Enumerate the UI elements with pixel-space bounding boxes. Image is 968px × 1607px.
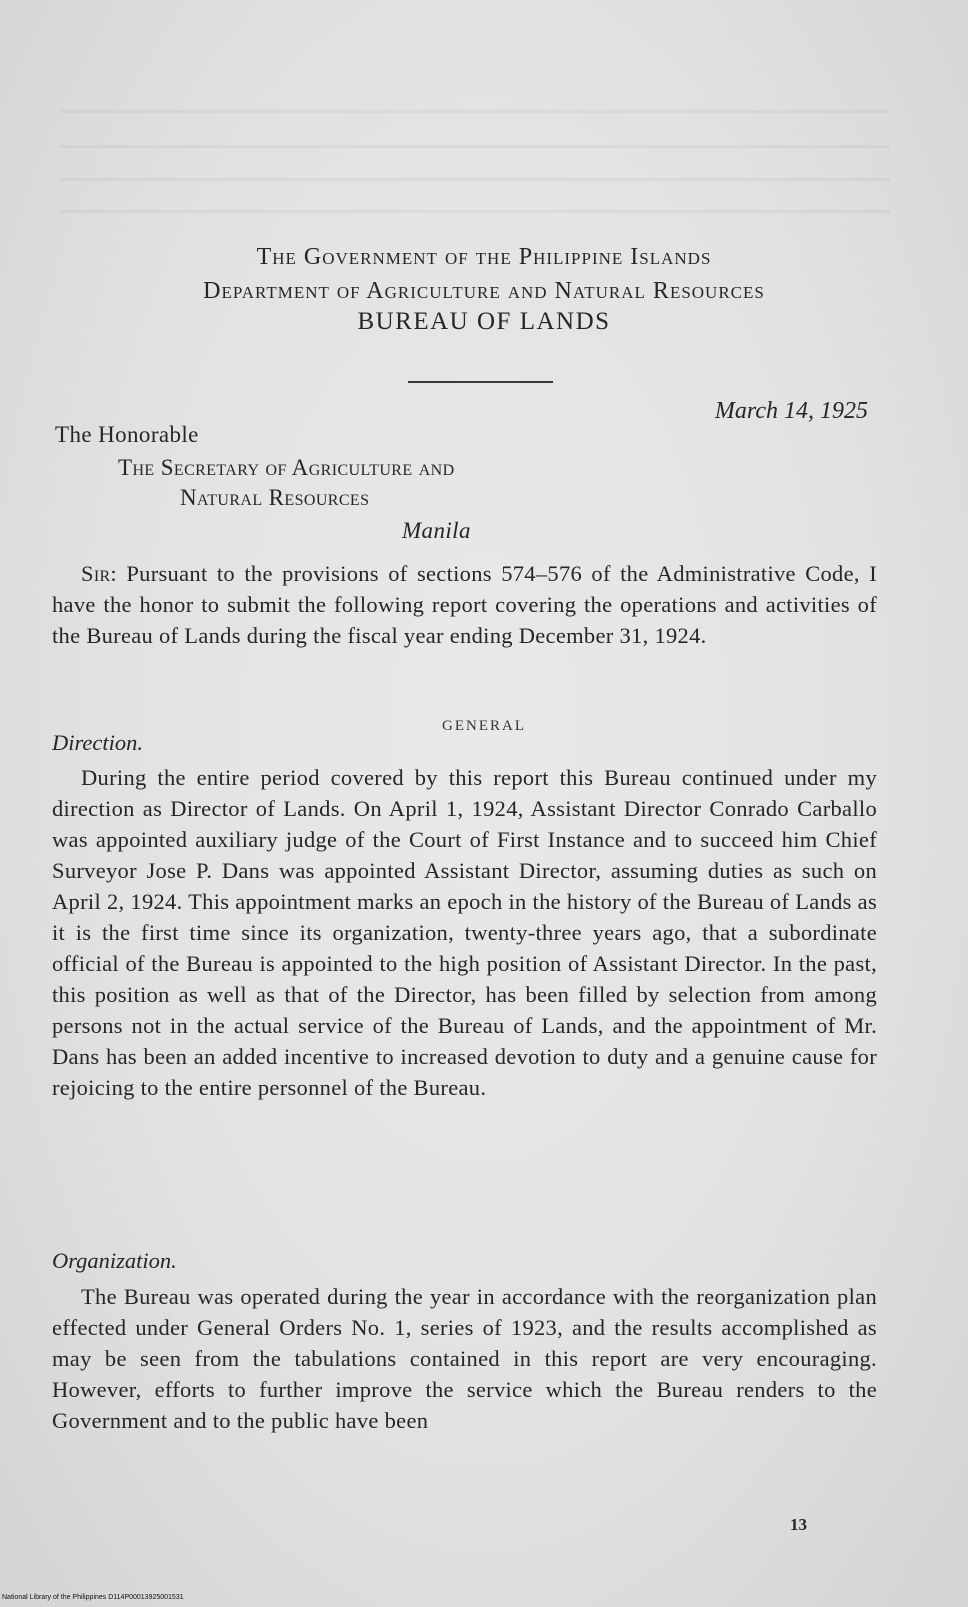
address-line-secretary: The Secretary of Agriculture and	[118, 455, 455, 480]
department-heading: Department of Agriculture and Natural Resources	[203, 278, 765, 304]
government-heading: The Government of the Philippine Islands	[256, 244, 712, 270]
direction-paragraph: During the entire period covered by this report this Bureau continued under my direction as Director of Lands. On April 1, 1924, Assistant Director Conrado Carballo was appointed auxiliary judge of the Court of First Instance and to succeed him Chief Surveyor Jose P. Dans was appointed Assistant Director, assuming duties as such on April 2, 1924. This appointment marks an epoch in the history of the Bureau of Lands as it is the first time since its organization, twenty-three years ago, that a subordinate official of the Bureau is appointed to the high position of Assistant Director. In the past, this position as well as that of the Director, has been filled by selection from among persons not in the actual service of the Bureau of Lands, and the appointment of Mr. Dans has been an added incentive to increased devotion to duty and a genuine cause for rejoicing to the entire personnel of the Bureau.	[52, 765, 877, 1100]
header-rule	[408, 381, 553, 383]
address-line-honorable: The Honorable	[55, 422, 199, 447]
intro-text: Pursuant to the provisions of sections 574–576 of the Administrative Code, I have the honor to submit the following report covering the operations and activities of the Bureau of Lands during the fiscal year ending December 31, 1924.	[52, 561, 877, 648]
address-line-resources: Natural Resources	[180, 485, 370, 510]
intro-paragraph	[52, 558, 877, 651]
scan-footer: National Library of the Philippines D114P00013925001531	[2, 1594, 184, 1601]
salutation: Sir:	[81, 561, 117, 586]
bleed-through-line	[60, 178, 890, 181]
bleed-through-line	[60, 145, 890, 148]
address-line-city: Manila	[402, 518, 471, 543]
subheading-organization: Organization.	[52, 1248, 177, 1273]
bureau-heading: BUREAU OF LANDS	[357, 308, 611, 335]
page-number: 13	[790, 1515, 807, 1534]
bleed-through-line	[60, 110, 890, 113]
section-heading-general: GENERAL	[442, 718, 526, 734]
organization-paragraph: The Bureau was operated during the year in accordance with the reorganization plan effected under General Orders No. 1, series of 1923, and the results accomplished as may be seen from the tabulations contained in this report are very encouraging. However, efforts to further improve the service which the Bureau renders to the Government and to the public have been	[52, 1284, 877, 1433]
subheading-direction: Direction.	[52, 730, 144, 755]
bleed-through-line	[60, 210, 890, 213]
letter-date: March 14, 1925	[714, 398, 868, 424]
